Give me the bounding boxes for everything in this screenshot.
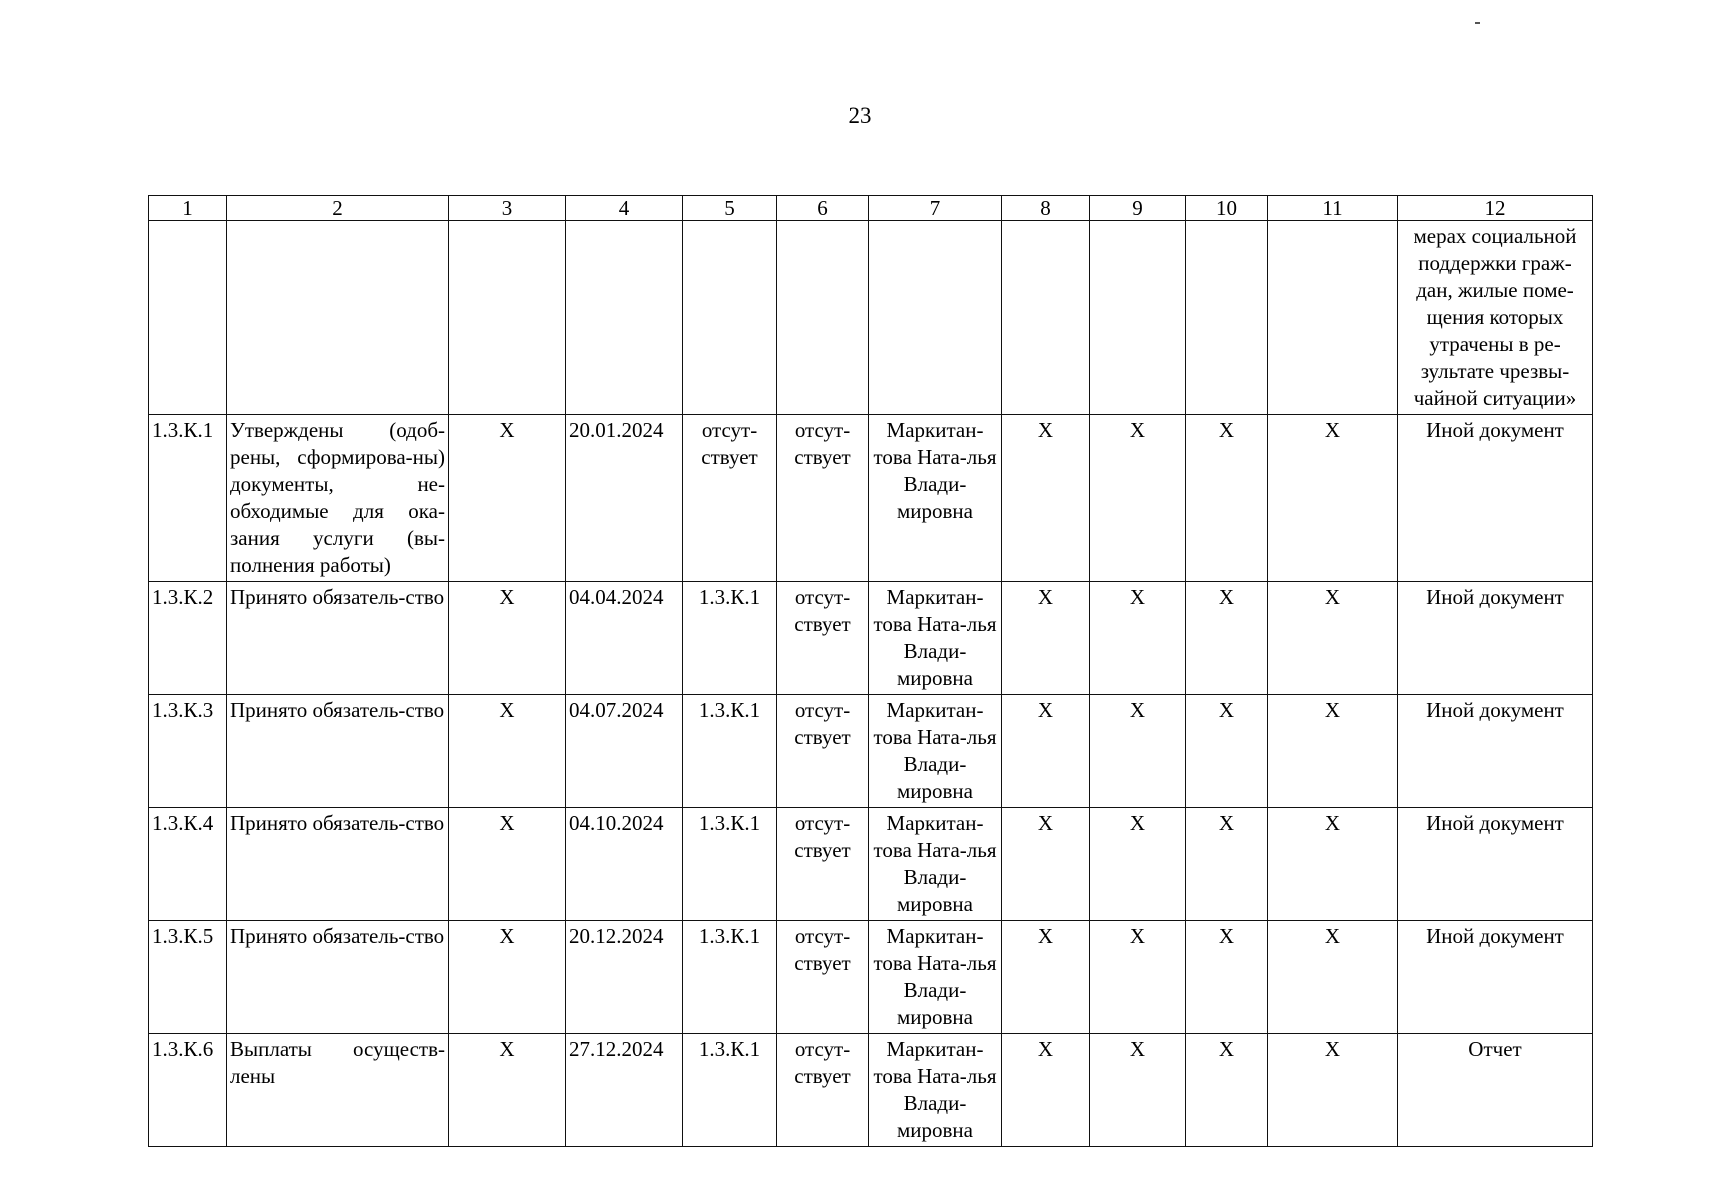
header-cell: 7	[869, 196, 1002, 221]
row-document: Иной документ	[1398, 582, 1593, 695]
header-cell: 11	[1268, 196, 1398, 221]
x-mark: X	[1002, 808, 1090, 921]
header-cell: 5	[683, 196, 777, 221]
header-cell: 4	[566, 196, 683, 221]
row-date: 20.12.2024	[566, 921, 683, 1034]
cell-empty	[1002, 221, 1090, 415]
x-mark: X	[1186, 921, 1268, 1034]
header-cell: 3	[449, 196, 566, 221]
x-mark: X	[1268, 582, 1398, 695]
x-mark: X	[1186, 808, 1268, 921]
x-mark: X	[449, 695, 566, 808]
header-cell: 10	[1186, 196, 1268, 221]
page-number: 23	[848, 103, 872, 128]
row-code: 1.3.К.2	[149, 582, 227, 695]
x-mark: X	[1268, 695, 1398, 808]
cell-empty	[869, 221, 1002, 415]
x-mark: X	[1186, 415, 1268, 582]
row-code: 1.3.К.6	[149, 1034, 227, 1147]
row-title: Принято обязатель-ство	[227, 808, 449, 921]
row-code: 1.3.К.3	[149, 695, 227, 808]
row-predecessor: отсут-ствует	[683, 415, 777, 582]
table-row	[149, 582, 1593, 695]
continuation-text: мерах социальной поддержки граж-дан, жилые поме-щения которых утрачены в ре-зультате чрезвы-чайной ситуации»	[1398, 221, 1593, 415]
row-title: Принято обязатель-ство	[227, 921, 449, 1034]
row-document: Иной документ	[1398, 921, 1593, 1034]
x-mark: X	[1090, 582, 1186, 695]
row-title: Выплаты осуществ-лены	[227, 1034, 449, 1147]
cell-empty	[777, 221, 869, 415]
x-mark: X	[1186, 582, 1268, 695]
x-mark: X	[1090, 415, 1186, 582]
row-successor: отсут-ствует	[777, 808, 869, 921]
row-date: 20.01.2024	[566, 415, 683, 582]
row-date: 04.07.2024	[566, 695, 683, 808]
x-mark: X	[1090, 695, 1186, 808]
row-document: Иной документ	[1398, 695, 1593, 808]
x-mark: X	[449, 1034, 566, 1147]
x-mark: X	[449, 921, 566, 1034]
x-mark: X	[449, 415, 566, 582]
header-row	[149, 196, 1593, 221]
table-row	[149, 415, 1593, 582]
x-mark: X	[1268, 415, 1398, 582]
x-mark: X	[1002, 921, 1090, 1034]
row-document: Отчет	[1398, 1034, 1593, 1147]
row-responsible: Маркитан-това Ната-лья Влади-мировна	[869, 695, 1002, 808]
x-mark: X	[1090, 1034, 1186, 1147]
row-responsible: Маркитан-това Ната-лья Влади-мировна	[869, 1034, 1002, 1147]
x-mark: X	[1090, 921, 1186, 1034]
x-mark: X	[449, 808, 566, 921]
cell-empty	[1268, 221, 1398, 415]
cell-empty	[149, 221, 227, 415]
row-document: Иной документ	[1398, 808, 1593, 921]
row-code: 1.3.К.1	[149, 415, 227, 582]
row-date: 04.04.2024	[566, 582, 683, 695]
header-cell: 8	[1002, 196, 1090, 221]
row-successor: отсут-ствует	[777, 695, 869, 808]
cell-empty	[1186, 221, 1268, 415]
row-successor: отсут-ствует	[777, 415, 869, 582]
row-successor: отсут-ствует	[777, 582, 869, 695]
row-predecessor: 1.3.К.1	[683, 921, 777, 1034]
header-cell: 2	[227, 196, 449, 221]
x-mark: X	[1268, 1034, 1398, 1147]
header-cell: 6	[777, 196, 869, 221]
row-predecessor: 1.3.К.1	[683, 1034, 777, 1147]
x-mark: X	[1002, 415, 1090, 582]
table-row	[149, 921, 1593, 1034]
cell-empty	[1090, 221, 1186, 415]
x-mark: X	[1186, 695, 1268, 808]
x-mark: X	[1090, 808, 1186, 921]
row-predecessor: 1.3.К.1	[683, 808, 777, 921]
header-cell: 12	[1398, 196, 1593, 221]
row-title: Принято обязатель-ство	[227, 695, 449, 808]
continuation-row	[149, 221, 1593, 415]
x-mark: X	[1186, 1034, 1268, 1147]
row-responsible: Маркитан-това Ната-лья Влади-мировна	[869, 415, 1002, 582]
row-responsible: Маркитан-това Ната-лья Влади-мировна	[869, 808, 1002, 921]
table-row	[149, 808, 1593, 921]
row-successor: отсут-ствует	[777, 921, 869, 1034]
row-title: Утверждены (одоб-рены, сформирова-ны) документы, не-обходимые для ока-зания услуги (вы-полнения работы)	[227, 415, 449, 582]
x-mark: X	[1002, 582, 1090, 695]
table-row	[149, 1034, 1593, 1147]
x-mark: X	[1268, 808, 1398, 921]
row-responsible: Маркитан-това Ната-лья Влади-мировна	[869, 582, 1002, 695]
row-title: Принято обязатель-ство	[227, 582, 449, 695]
row-date: 04.10.2024	[566, 808, 683, 921]
x-mark: X	[449, 582, 566, 695]
schedule-table	[148, 195, 1593, 1147]
row-responsible: Маркитан-това Ната-лья Влади-мировна	[869, 921, 1002, 1034]
row-date: 27.12.2024	[566, 1034, 683, 1147]
cell-empty	[227, 221, 449, 415]
row-predecessor: 1.3.К.1	[683, 695, 777, 808]
row-predecessor: 1.3.К.1	[683, 582, 777, 695]
header-cell: 1	[149, 196, 227, 221]
row-code: 1.3.К.4	[149, 808, 227, 921]
header-cell: 9	[1090, 196, 1186, 221]
row-document: Иной документ	[1398, 415, 1593, 582]
x-mark: X	[1268, 921, 1398, 1034]
cell-empty	[566, 221, 683, 415]
table-row	[149, 695, 1593, 808]
x-mark: X	[1002, 1034, 1090, 1147]
cell-empty	[683, 221, 777, 415]
x-mark: X	[1002, 695, 1090, 808]
scan-mark	[1475, 22, 1480, 24]
row-successor: отсут-ствует	[777, 1034, 869, 1147]
cell-empty	[449, 221, 566, 415]
row-code: 1.3.К.5	[149, 921, 227, 1034]
